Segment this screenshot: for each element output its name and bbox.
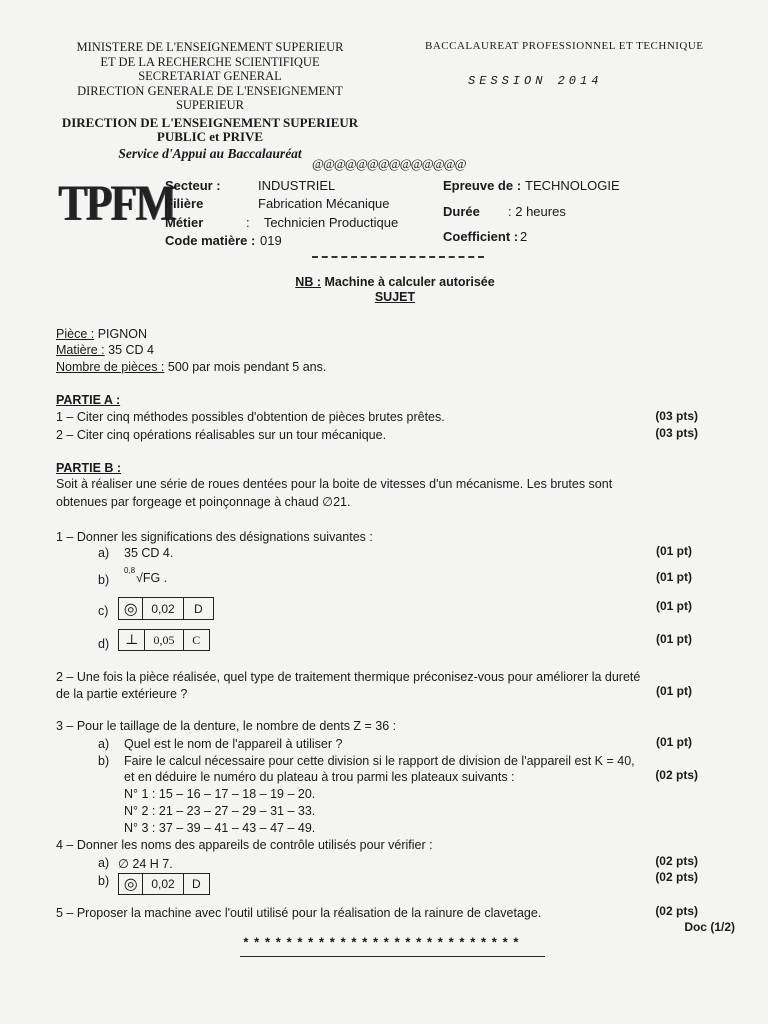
item-label: c): [98, 604, 109, 618]
nb-text: Machine à calculer autorisée: [324, 275, 495, 289]
sujet-title: SUJET: [374, 290, 416, 304]
points: (01 pt): [656, 735, 692, 749]
item-label: a): [98, 546, 110, 560]
points: (02 pts): [655, 870, 698, 884]
matiere-label: Matière :: [56, 343, 105, 357]
nb-line: [250, 275, 540, 289]
datum-ref: C: [183, 630, 209, 650]
tolerance-value: 0,05: [144, 630, 182, 650]
item-label: d): [98, 637, 110, 651]
perpendicularity-icon: ⊥: [125, 632, 139, 648]
points: (01 pt): [656, 544, 692, 558]
plateau-list-item: N° 1 : 15 – 16 – 17 – 18 – 19 – 20.: [124, 787, 316, 801]
plateau-list-item: N° 2 : 21 – 23 – 27 – 29 – 31 – 33.: [124, 804, 316, 818]
roughness-value: 0,8: [124, 566, 136, 575]
doc-page-label: Doc (1/2): [684, 920, 735, 934]
partie-b-q5: 5 – Proposer la machine avec l'outil utilisé pour la réalisation de la rainure de clavetage.: [56, 906, 542, 920]
filiere-label: Filière: [165, 196, 204, 211]
tolerance-value: 0,02: [142, 874, 182, 894]
points: (03 pts): [655, 409, 698, 423]
direction-line: DIRECTION DE L'ENSEIGNEMENT SUPERIEUR: [61, 114, 359, 130]
points: (01 pt): [656, 632, 692, 646]
ministry-line: MINISTERE DE L'ENSEIGNEMENT SUPERIEUR: [76, 40, 344, 54]
concentricity-icon: ◎: [123, 600, 138, 618]
tolerance-frame: [118, 629, 210, 651]
divider: [312, 256, 484, 258]
tolerance-frame: [118, 873, 210, 895]
points: (02 pts): [655, 854, 698, 868]
partie-b-intro: Soit à réaliser une série de roues dentées pour la boite de vitesses d'un mécanisme. Les brutes sont: [56, 477, 613, 491]
nb-prefix: NB :: [295, 275, 321, 289]
metier-value: : Technicien Productique: [246, 215, 399, 230]
partie-b-title: PARTIE B :: [56, 461, 122, 475]
plateau-list-item: N° 3 : 37 – 39 – 41 – 43 – 47 – 49.: [124, 821, 316, 835]
points: (02 pts): [655, 904, 698, 918]
duree-value: : 2 heures: [508, 204, 566, 219]
points: (01 pt): [656, 684, 692, 698]
partie-b-q4: 4 – Donner les noms des appareils de contrôle utilisés pour vérifier :: [56, 838, 433, 852]
ministry-header: [40, 40, 380, 161]
exam-title: BACCALAUREAT PROFESSIONNEL ET TECHNIQUE: [425, 40, 704, 52]
code-label: Code matière :: [165, 233, 256, 248]
filiere-value: Fabrication Mécanique: [258, 196, 390, 211]
ministry-line: SECRETARIAT GENERAL: [138, 69, 282, 83]
partie-b-q3: 3 – Pour le taillage de la denture, le nombre de dents Z = 36 :: [56, 719, 397, 733]
surface-finish-symbol: √FG .: [136, 571, 168, 585]
metier-label: Métier: [165, 215, 204, 230]
matiere-line: [56, 343, 154, 357]
datum-ref: D: [183, 874, 209, 894]
q3b-text: Faire le calcul nécessaire pour cette division si le rapport de division de l'appareil est K = 40,: [124, 754, 635, 768]
direction-line: PUBLIC et PRIVE: [156, 129, 264, 144]
coefficient-value: 2: [520, 229, 528, 244]
matiere-value: 35 CD 4: [108, 343, 154, 357]
concentricity-icon: ◎: [123, 876, 138, 893]
service-line: Service d'Appui au Baccalauréat: [118, 145, 302, 161]
partie-b-q2: de la partie extérieure ?: [56, 687, 188, 701]
piece-value: PIGNON: [97, 327, 148, 341]
item-label: a): [98, 856, 110, 870]
points: (02 pts): [655, 768, 698, 782]
tpfm-logo: TPFM: [58, 175, 175, 232]
datum-ref: D: [183, 598, 213, 619]
nombre-label: Nombre de pièces :: [56, 360, 165, 374]
secteur-label: Secteur :: [165, 178, 221, 193]
coefficient-label: Coefficient :: [443, 229, 519, 244]
ornament-line: @@@@@@@@@@@@@@: [312, 156, 466, 171]
tolerance-frame: [118, 597, 214, 620]
item-label: b): [98, 754, 110, 768]
tolerance-value: 0,02: [142, 598, 182, 619]
item-label: b): [98, 573, 110, 587]
partie-a-q2: 2 – Citer cinq opérations réalisables sur un tour mécanique.: [56, 428, 387, 442]
points: (01 pt): [656, 599, 692, 613]
epreuve-label: Epreuve de :: [443, 178, 522, 193]
q3b-text: et en déduire le numéro du plateau à trou parmi les plateaux suivants :: [124, 770, 515, 784]
star-divider: **************************: [242, 936, 523, 951]
q1a-text: 35 CD 4.: [124, 546, 174, 560]
partie-b-intro: obtenues par forgeage et poinçonnage à chaud ∅21.: [56, 495, 351, 509]
points: (01 pt): [656, 570, 692, 584]
secteur-value: INDUSTRIEL: [258, 178, 336, 193]
ministry-line: SUPERIEUR: [175, 98, 245, 112]
q3a-text: Quel est le nom de l'appareil à utiliser ?: [124, 737, 343, 751]
points: (03 pts): [655, 426, 698, 440]
duree-label: Durée: [443, 204, 480, 219]
ministry-line: DIRECTION GENERALE DE L'ENSEIGNEMENT: [77, 83, 343, 98]
code-value: 019: [260, 233, 282, 248]
piece-line: [56, 327, 147, 341]
epreuve-value: TECHNOLOGIE: [525, 178, 620, 193]
nombre-line: [56, 360, 326, 374]
piece-label: Pièce :: [56, 327, 95, 341]
partie-a-q1: 1 – Citer cinq méthodes possibles d'obtention de pièces brutes prêtes.: [56, 410, 445, 424]
item-label: a): [98, 737, 110, 751]
item-label: b): [98, 874, 110, 888]
nombre-value: 500 par mois pendant 5 ans.: [167, 360, 327, 374]
session-label: SESSION 2014: [468, 74, 603, 88]
ministry-line: ET DE LA RECHERCHE SCIENTIFIQUE: [100, 54, 320, 69]
q4a-text: ∅ 24 H 7.: [118, 857, 173, 871]
partie-b-q2: 2 – Une fois la pièce réalisée, quel type de traitement thermique préconisez-vous pour améliorer la dureté: [56, 670, 641, 684]
divider: [240, 956, 545, 957]
partie-b-q1: 1 – Donner les significations des désignations suivantes :: [56, 530, 373, 544]
partie-a-title: PARTIE A :: [56, 393, 121, 407]
